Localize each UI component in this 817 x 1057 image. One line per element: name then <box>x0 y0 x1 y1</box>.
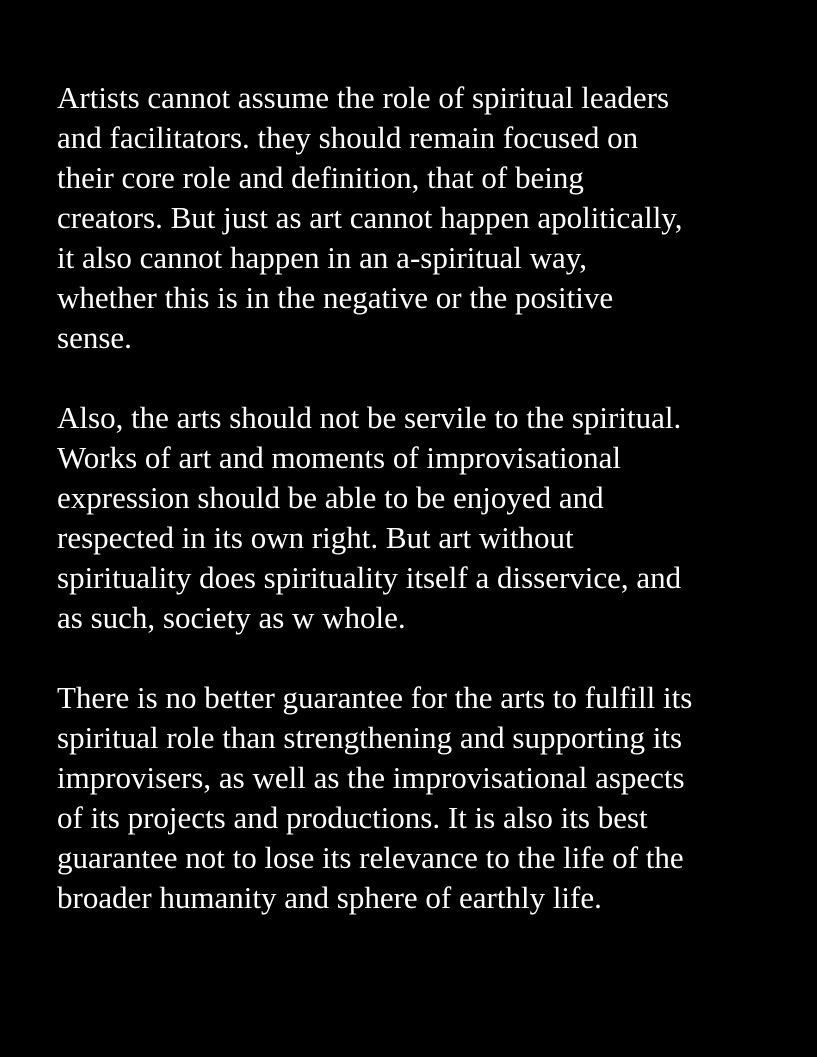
paragraph-1 <box>57 78 797 358</box>
paragraph-line: Works of art and moments of improvisational <box>57 440 622 475</box>
paragraph-line: improvisers, as well as the improvisational aspects <box>57 760 685 795</box>
paragraph-line: of its projects and productions. It is also its best <box>57 800 648 835</box>
paragraph-line: spirituality does spirituality itself a disservice, and <box>57 560 682 595</box>
paragraph-line: broader humanity and sphere of earthly life. <box>57 880 602 915</box>
paragraph-line: whether this is in the negative or the positive <box>57 280 614 315</box>
paragraph-line: it also cannot happen in an a-spiritual way, <box>57 240 587 275</box>
paragraph-3 <box>57 678 797 918</box>
paragraph-line: spiritual role than strengthening and supporting its <box>57 720 683 755</box>
paragraph-line: guarantee not to lose its relevance to the life of the <box>57 840 684 875</box>
paragraph-line: expression should be able to be enjoyed and <box>57 480 604 515</box>
paragraph-spacer <box>57 638 797 678</box>
paragraph-spacer <box>57 358 797 398</box>
text-body <box>57 78 797 918</box>
paragraph-line: and facilitators. they should remain focused on <box>57 120 639 155</box>
paragraph-line: Also, the arts should not be servile to the spiritual. <box>57 400 682 435</box>
paragraph-line: respected in its own right. But art without <box>57 520 574 555</box>
paragraph-line: Artists cannot assume the role of spiritual leaders <box>57 80 670 115</box>
paragraph-2 <box>57 398 797 638</box>
paragraph-line: creators. But just as art cannot happen apolitically, <box>57 200 683 235</box>
paragraph-line: There is no better guarantee for the arts to fulfill its <box>57 680 693 715</box>
paragraph-line: as such, society as w whole. <box>57 600 406 635</box>
paragraph-line: sense. <box>57 320 132 355</box>
paragraph-line: their core role and definition, that of being <box>57 160 584 195</box>
